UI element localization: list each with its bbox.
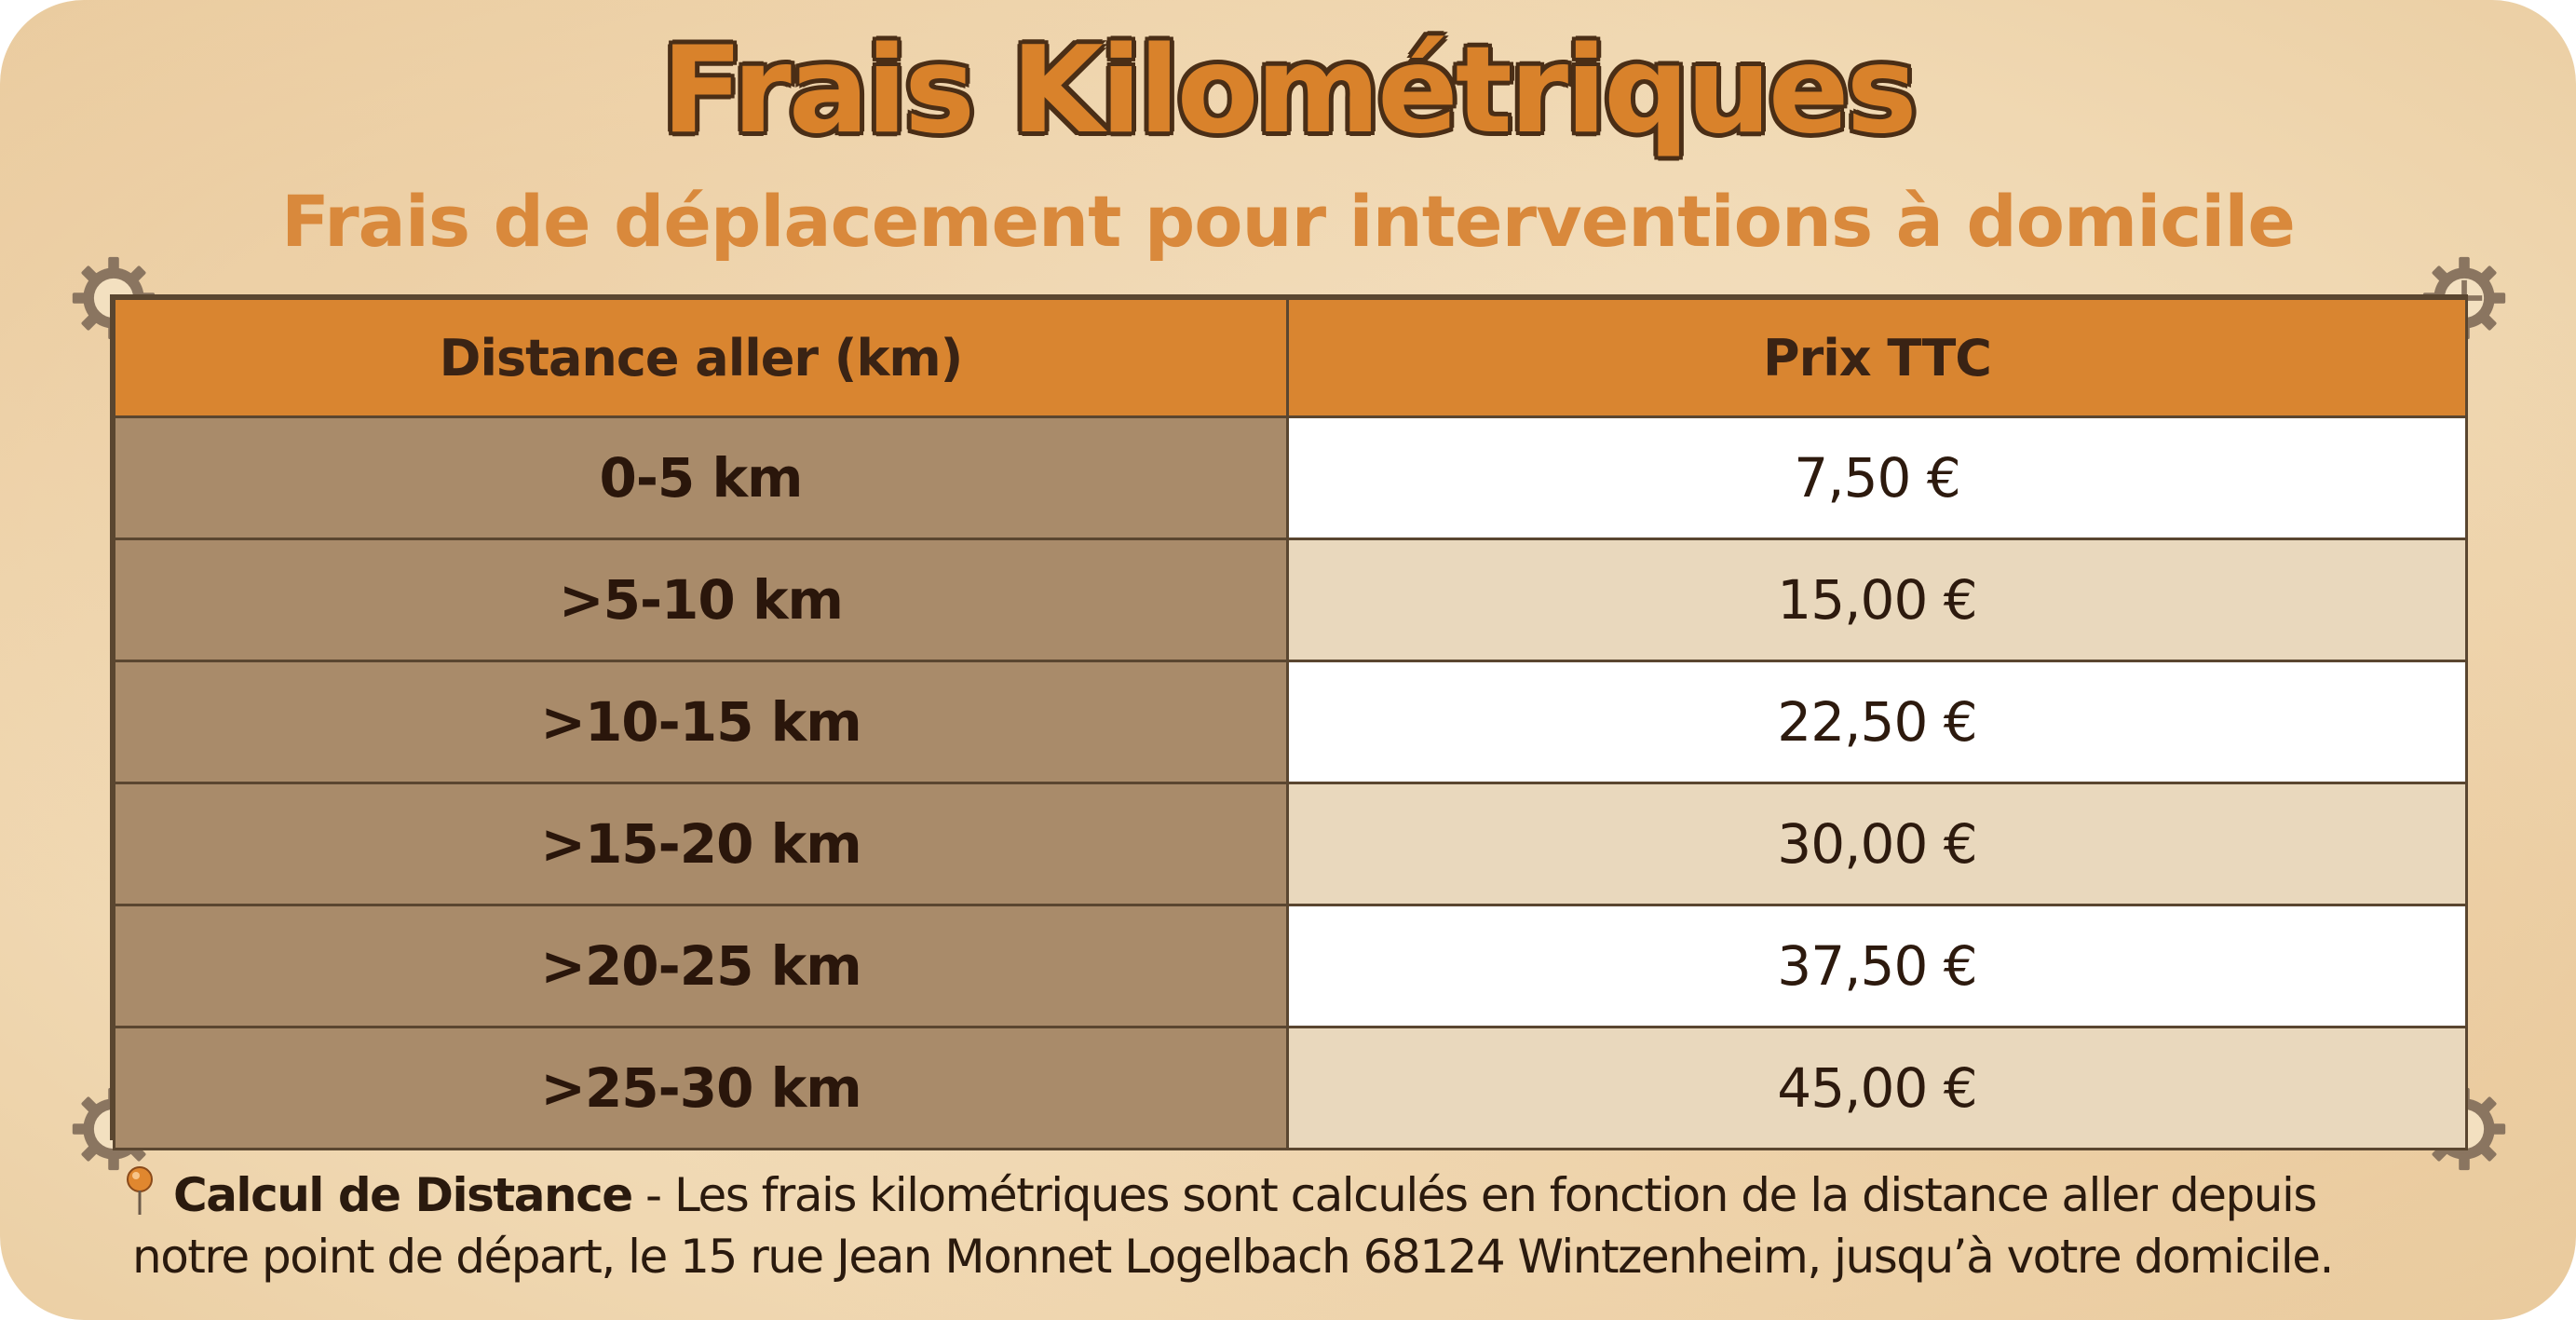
table-row	[115, 783, 2467, 905]
distance-cell: >10-15 km	[115, 661, 1288, 783]
price-cell: 37,50 €	[1288, 905, 2467, 1027]
page-subtitle: Frais de déplacement pour interventions à domicile	[281, 180, 2295, 263]
price-cell: 45,00 €	[1288, 1027, 2467, 1150]
header-distance: Distance aller (km)	[115, 299, 1288, 417]
distance-cell: >5-10 km	[115, 539, 1288, 661]
note-line-1	[112, 1164, 2496, 1226]
distance-cell: >15-20 km	[115, 783, 1288, 905]
table-row	[115, 417, 2467, 539]
note-text-1: - Les frais kilométriques sont calculés en fonction de la distance aller depuis	[631, 1168, 2316, 1222]
pin-icon	[121, 1164, 158, 1217]
table-row	[115, 539, 2467, 661]
distance-cell: >25-30 km	[115, 1027, 1288, 1150]
price-cell: 7,50 €	[1288, 417, 2467, 539]
table-header-row	[115, 299, 2467, 417]
note-line-2: notre point de départ, le 15 rue Jean Monnet Logelbach 68124 Wintzenheim, jusqu’à votre domicile.	[132, 1230, 2333, 1284]
note-label: Calcul de Distance	[173, 1168, 632, 1222]
price-cell: 22,50 €	[1288, 661, 2467, 783]
table-row	[115, 661, 2467, 783]
distance-note	[112, 1164, 2496, 1287]
distance-cell: >20-25 km	[115, 905, 1288, 1027]
table-row	[115, 905, 2467, 1027]
fees-table	[113, 297, 2468, 1150]
price-cell: 30,00 €	[1288, 783, 2467, 905]
distance-cell: 0-5 km	[115, 417, 1288, 539]
page-title: Frais Kilométriques	[661, 21, 1915, 160]
fees-table-container	[110, 294, 2468, 1140]
price-cell: 15,00 €	[1288, 539, 2467, 661]
header-price: Prix TTC	[1288, 299, 2467, 417]
table-row	[115, 1027, 2467, 1150]
